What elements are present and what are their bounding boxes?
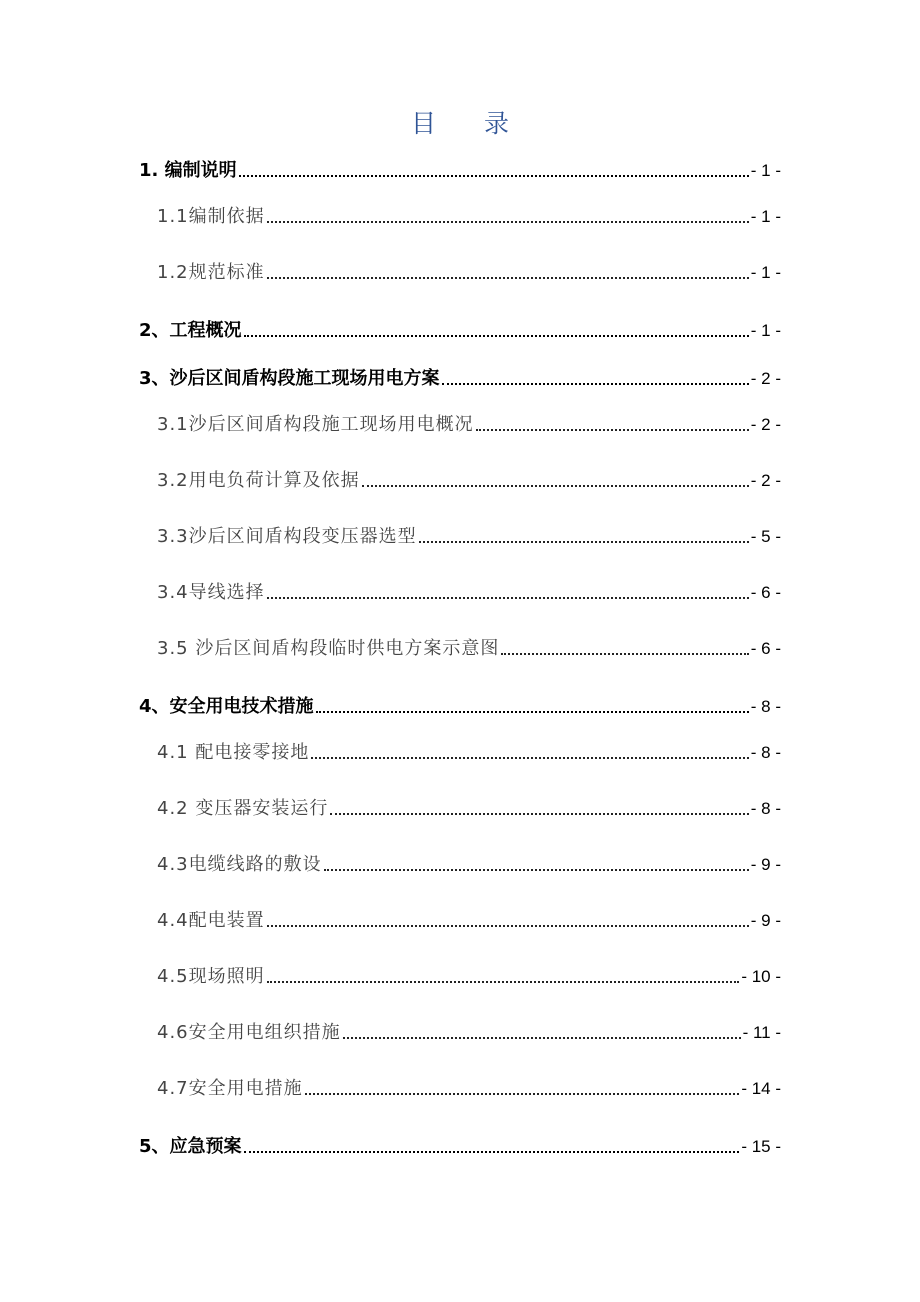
toc-page-number: - 1 -	[750, 207, 781, 226]
toc-entry-3[interactable]	[139, 364, 781, 394]
toc-leader-dots	[324, 869, 749, 871]
toc-page-number: - 11 -	[742, 1023, 781, 1042]
toc-entry-3-5[interactable]	[157, 634, 781, 664]
toc-entry-label: 2、工程概况	[139, 320, 242, 341]
toc-leader-dots	[267, 981, 740, 983]
toc-entry-label: 4、安全用电技术措施	[139, 696, 314, 717]
toc-entry-1[interactable]	[139, 156, 781, 186]
toc-leader-dots	[267, 597, 749, 599]
toc-page-number: - 9 -	[750, 855, 781, 874]
toc-entry-4-3[interactable]	[157, 850, 781, 880]
toc-entry-2[interactable]	[139, 316, 781, 346]
toc-entry-label: 1. 编制说明	[139, 160, 237, 181]
toc-entry-4-7[interactable]	[157, 1074, 781, 1104]
toc-page-number: - 10 -	[741, 967, 781, 986]
toc-leader-dots	[501, 653, 748, 655]
toc-page-number: - 14 -	[741, 1079, 781, 1098]
toc-leader-dots	[316, 711, 749, 713]
toc-page-number: - 6 -	[750, 639, 781, 658]
toc-entry-1-2[interactable]	[157, 258, 781, 288]
toc-leader-dots	[476, 429, 749, 431]
toc-entry-4-6[interactable]	[157, 1018, 781, 1048]
toc-entry-4[interactable]	[139, 692, 781, 722]
toc-page-number: - 8 -	[750, 697, 781, 716]
toc-entry-label: 4.1 配电接零接地	[157, 742, 310, 763]
toc-entry-label: 3、沙后区间盾构段施工现场用电方案	[139, 368, 440, 389]
toc-entry-label: 4.4配电装置	[157, 910, 265, 931]
toc-page-number: - 15 -	[741, 1137, 781, 1156]
toc-entry-label: 5、应急预案	[139, 1136, 242, 1157]
toc-entry-1-1[interactable]	[157, 202, 781, 232]
toc-leader-dots	[330, 813, 748, 815]
toc-page-number: - 5 -	[750, 527, 781, 546]
toc-entry-label: 3.4导线选择	[157, 582, 265, 603]
toc-page-number: - 2 -	[750, 415, 781, 434]
toc-page-number: - 8 -	[750, 799, 781, 818]
toc-entry-3-1[interactable]	[157, 410, 781, 440]
toc-leader-dots	[267, 221, 749, 223]
toc-entry-label: 3.5 沙后区间盾构段临时供电方案示意图	[157, 638, 500, 659]
toc-leader-dots	[343, 1037, 741, 1039]
toc-entry-4-1[interactable]	[157, 738, 781, 768]
toc-title: 目 录	[411, 109, 529, 138]
toc-entry-label: 3.3沙后区间盾构段变压器选型	[157, 526, 417, 547]
toc-entry-3-2[interactable]	[157, 466, 781, 496]
toc-entry-label: 4.5现场照明	[157, 966, 265, 987]
toc-entry-label: 3.2用电负荷计算及依据	[157, 470, 360, 491]
toc-entry-label: 4.7安全用电措施	[157, 1078, 303, 1099]
toc-entry-4-2[interactable]	[157, 794, 781, 824]
toc-leader-dots	[244, 1151, 740, 1153]
toc-entry-4-4[interactable]	[157, 906, 781, 936]
toc-page-number: - 1 -	[750, 321, 781, 340]
toc-entry-label: 1.1编制依据	[157, 206, 265, 227]
toc-page-number: - 2 -	[750, 471, 781, 490]
toc-leader-dots	[305, 1093, 740, 1095]
toc-entry-3-3[interactable]	[157, 522, 781, 552]
toc-entry-4-5[interactable]	[157, 962, 781, 992]
toc-page-number: - 9 -	[750, 911, 781, 930]
toc-leader-dots	[362, 485, 749, 487]
toc-entry-label: 3.1沙后区间盾构段施工现场用电概况	[157, 414, 474, 435]
toc-page-number: - 8 -	[750, 743, 781, 762]
toc-leader-dots	[442, 383, 749, 385]
toc-entry-label: 4.2 变压器安装运行	[157, 798, 329, 819]
toc-entry-label: 4.3电缆线路的敷设	[157, 854, 322, 875]
toc-leader-dots	[239, 175, 749, 177]
toc-page-number: - 6 -	[750, 583, 781, 602]
toc-entry-label: 1.2规范标准	[157, 262, 265, 283]
toc-leader-dots	[311, 757, 748, 759]
toc-page-number: - 1 -	[750, 161, 781, 180]
toc-entry-5[interactable]	[139, 1132, 781, 1162]
toc-leader-dots	[267, 277, 749, 279]
toc-leader-dots	[244, 335, 749, 337]
toc-page-number: - 1 -	[750, 263, 781, 282]
toc-page-number: - 2 -	[750, 369, 781, 388]
toc-entry-3-4[interactable]	[157, 578, 781, 608]
toc-entry-label: 4.6安全用电组织措施	[157, 1022, 341, 1043]
toc-leader-dots	[267, 925, 749, 927]
toc-leader-dots	[419, 541, 749, 543]
